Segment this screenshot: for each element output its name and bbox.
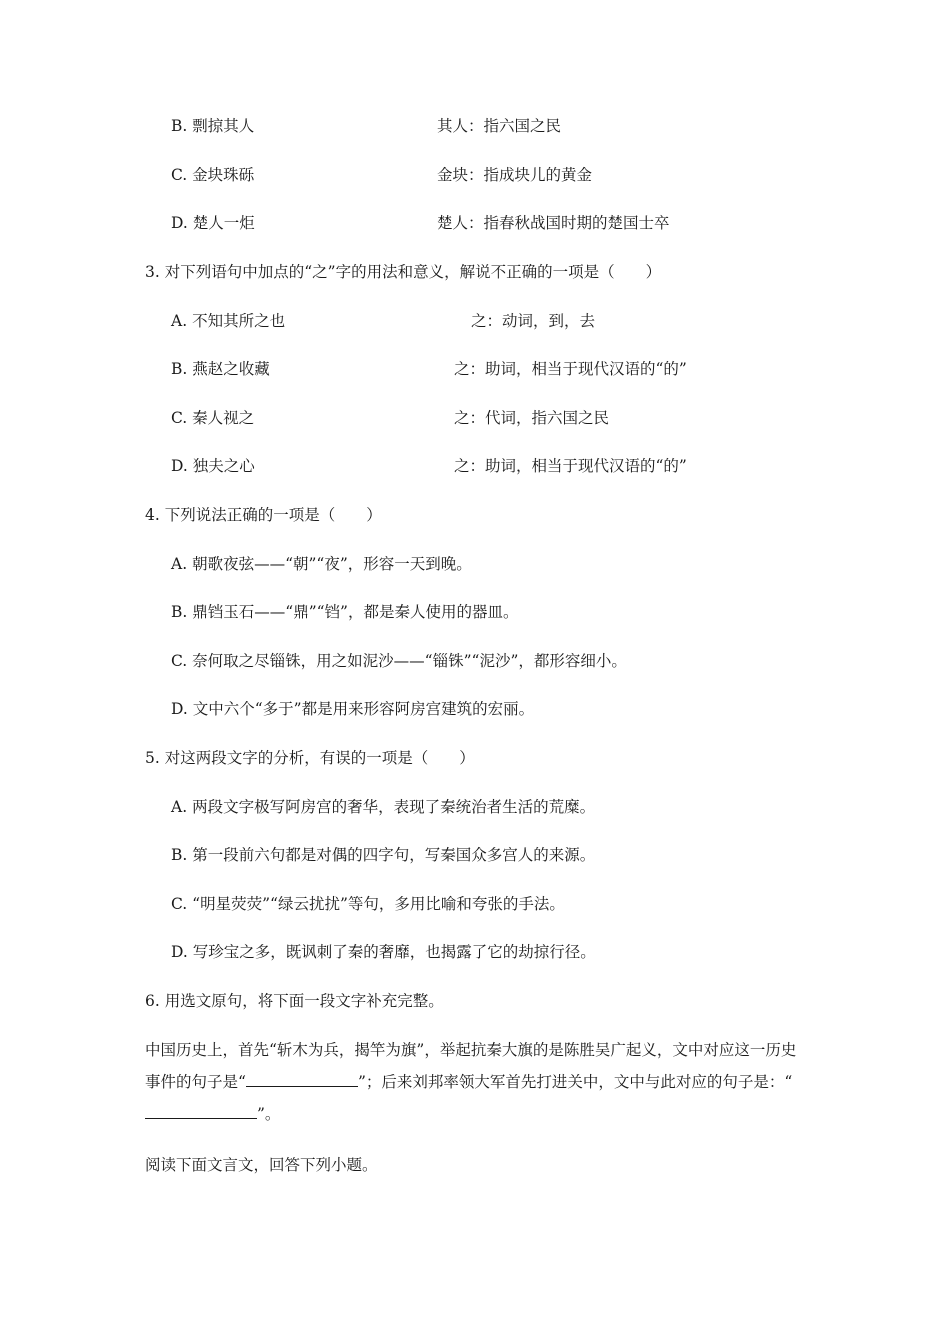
q4-option-d	[171, 699, 534, 719]
q2-option-d	[171, 213, 255, 233]
q2-option-b-note: 其人：指六国之民	[437, 117, 562, 135]
q4-option-c	[171, 651, 627, 671]
option-label: A.	[171, 798, 188, 816]
option-text: 金块珠砾	[192, 166, 255, 184]
q3-option-b-note: 之：助词，相当于现代汉语的“的”	[454, 360, 687, 378]
answer-blank-1[interactable]	[246, 1070, 358, 1087]
option-label: D.	[171, 943, 188, 961]
q3-option-d-note: 之：助词，相当于现代汉语的“的”	[454, 457, 687, 475]
q3-option-a	[171, 311, 285, 331]
q3-option-c	[171, 408, 254, 428]
answer-blank-2[interactable]	[145, 1102, 257, 1119]
reading-instruction: 阅读下面文言文，回答下列小题。	[145, 1156, 378, 1174]
option-label: B.	[171, 360, 188, 378]
option-text: 两段文字极写阿房宫的奢华，表现了秦统治者生活的荒糜。	[192, 798, 596, 816]
q6-text-part2: ”；后来刘邦率领大军首先打进关中，文中与此对应的句子是：“	[357, 1073, 793, 1091]
option-label: C.	[171, 895, 188, 913]
option-label: B.	[171, 846, 188, 864]
option-text: 独夫之心	[192, 457, 255, 475]
option-text: 燕赵之收藏	[192, 360, 270, 378]
option-label: C.	[171, 652, 188, 670]
option-label: B.	[171, 603, 188, 621]
option-text: 第一段前六句都是对偶的四字句，写秦国众多宫人的来源。	[192, 846, 596, 864]
q5-option-b	[171, 845, 595, 865]
q3-stem: 3. 对下列语句中加点的“之”字的用法和意义，解说不正确的一项是（ ）	[145, 263, 662, 281]
q2-option-c	[171, 165, 254, 185]
q3-option-d	[171, 456, 255, 476]
option-label: B.	[171, 117, 188, 135]
q5-option-a	[171, 797, 595, 817]
option-label: D.	[171, 214, 188, 232]
option-text: 写珍宝之多，既讽刺了秦的奢靡，也揭露了它的劫掠行径。	[192, 943, 596, 961]
q4-option-b	[171, 602, 518, 622]
q2-option-b	[171, 116, 254, 136]
q5-option-d	[171, 942, 596, 962]
q2-option-d-note: 楚人：指春秋战国时期的楚国士卒	[437, 214, 670, 232]
option-text: 秦人视之	[192, 409, 255, 427]
option-label: D.	[171, 457, 188, 475]
q6-text-part1: 中国历史上，首先“斩木为兵，揭竿为旗”，举起抗秦大旗的是陈胜吴广起义，文中对应这一历史事件的句子是“	[145, 1041, 797, 1091]
option-label: D.	[171, 700, 188, 718]
q5-stem: 5. 对这两段文字的分析，有误的一项是（ ）	[145, 749, 475, 767]
q6-text-part3: ”。	[257, 1105, 281, 1123]
option-text: 鼎铛玉石——“鼎”“铛”，都是秦人使用的器皿。	[192, 603, 519, 621]
option-text: 奈何取之尽锱铢，用之如泥沙——“锱铢”“泥沙”，都形容细小。	[192, 652, 627, 670]
q3-option-c-note: 之：代词，指六国之民	[454, 409, 610, 427]
option-text: “明星荧荧”“绿云扰扰”等句，多用比喻和夸张的手法。	[192, 895, 565, 913]
q3-option-a-note: 之：动词，到，去	[471, 312, 596, 330]
option-text: 剽掠其人	[192, 117, 255, 135]
option-label: A.	[171, 555, 188, 573]
option-label: A.	[171, 312, 188, 330]
option-text: 不知其所之也	[192, 312, 286, 330]
q5-option-c	[171, 894, 565, 914]
q4-stem: 4. 下列说法正确的一项是（ ）	[145, 506, 382, 524]
q4-option-a	[171, 554, 472, 574]
option-label: C.	[171, 409, 188, 427]
option-text: 楚人一炬	[192, 214, 255, 232]
option-text: 文中六个“多于”都是用来形容阿房宫建筑的宏丽。	[192, 700, 535, 718]
option-label: C.	[171, 166, 188, 184]
q3-option-b	[171, 359, 270, 379]
q6-stem: 6. 用选文原句，将下面一段文字补充完整。	[145, 992, 444, 1010]
q2-option-c-note: 金块：指成块儿的黄金	[437, 166, 593, 184]
option-text: 朝歌夜弦——“朝”“夜”，形容一天到晚。	[192, 555, 472, 573]
q6-paragraph	[145, 1034, 810, 1130]
